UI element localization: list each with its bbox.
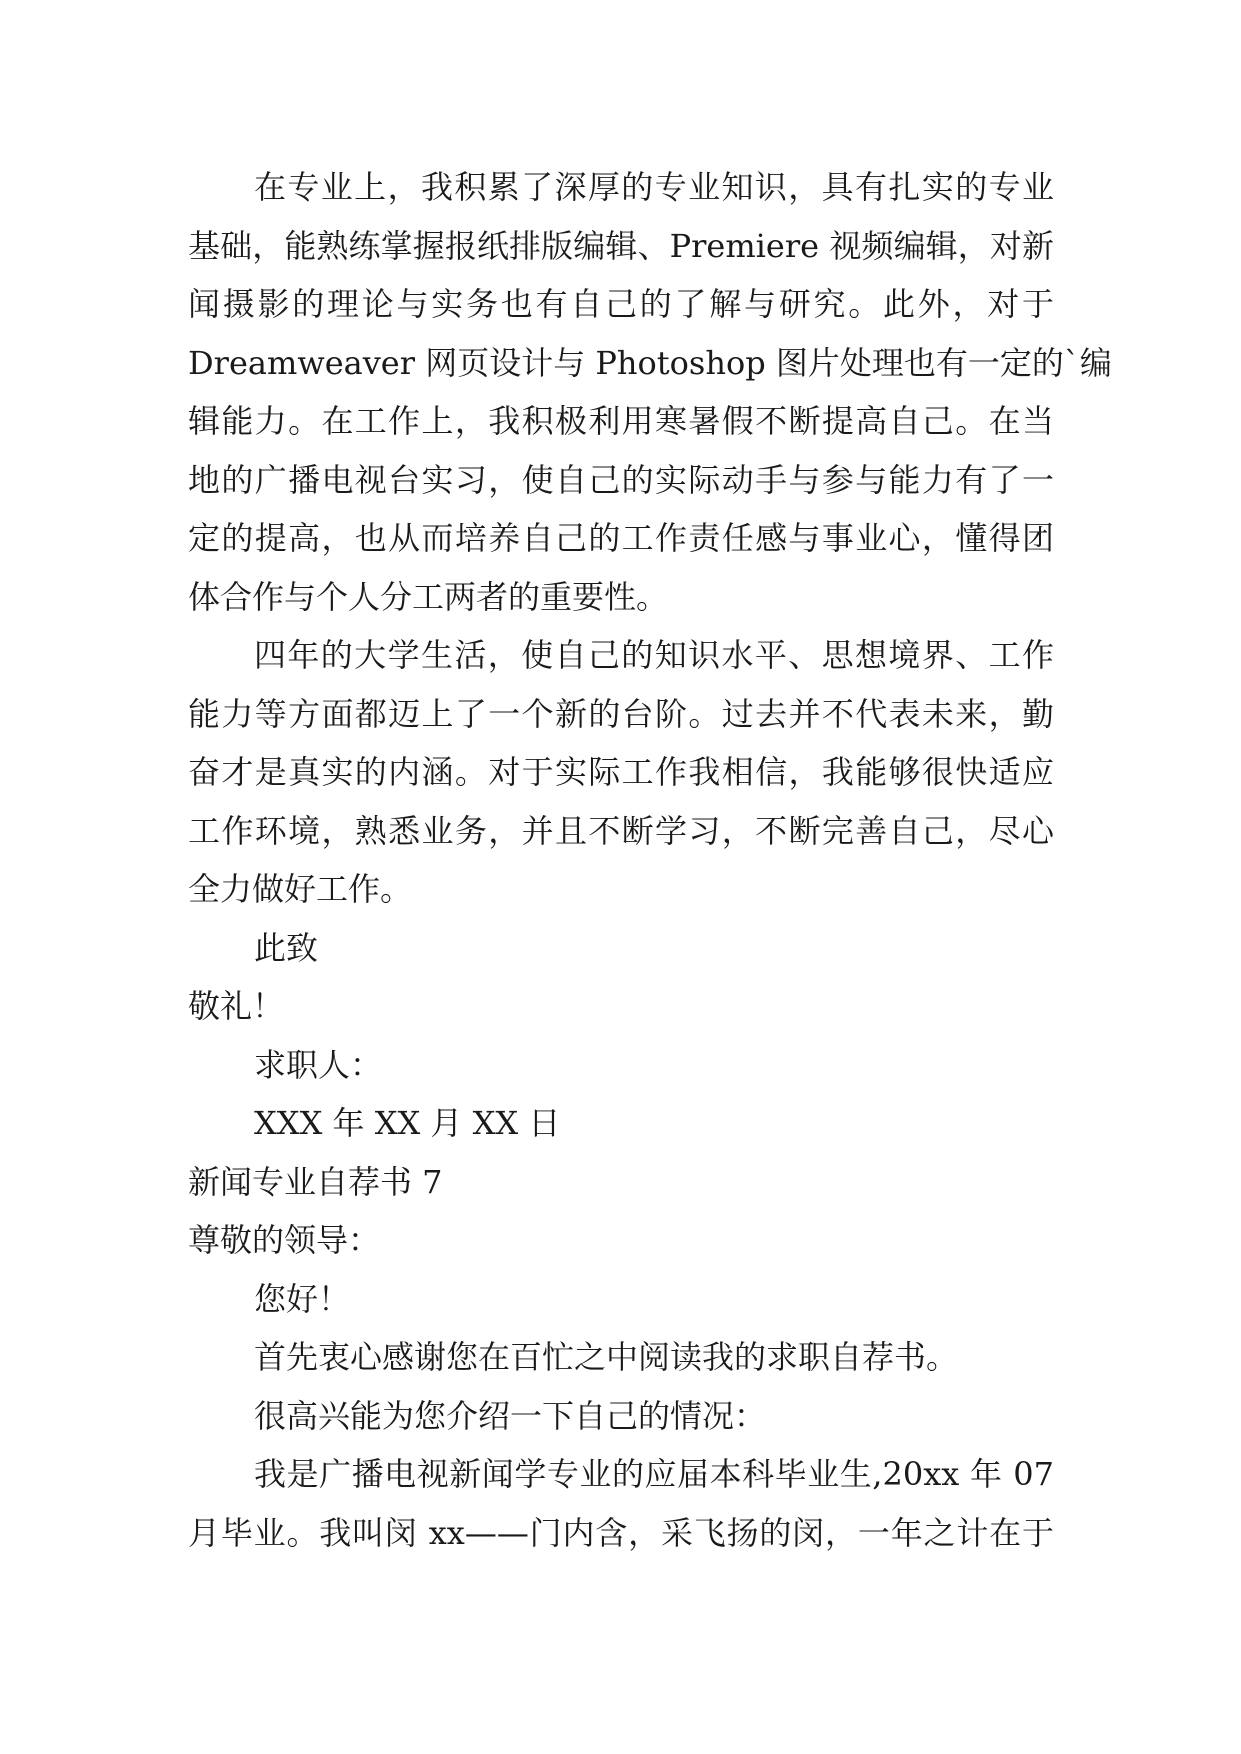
letter-body <box>188 158 1112 1562</box>
paragraph-line: 全力做好工作。 <box>188 870 413 908</box>
paragraph-line: 闻摄影的理论与实务也有自己的了解与研究。此外，对于 <box>188 285 1054 323</box>
signature-label: 求职人： <box>254 1045 383 1084</box>
greeting: 您好！ <box>254 1279 351 1318</box>
paragraph-line: 体合作与个人分工两者的重要性。 <box>188 577 669 616</box>
greeting-recipient: 尊敬的领导： <box>188 1221 381 1259</box>
paragraph-line: 四年的大学生活，使自己的知识水平、思想境界、工作 <box>254 636 1054 674</box>
paragraph-line: 能力等方面都迈上了一个新的台阶。过去并不代表未来，勤 <box>188 694 1054 733</box>
paragraph-line: 基础，能熟练掌握报纸排版编辑、Premiere 视频编辑，对新 <box>188 226 1054 265</box>
salutation-closing: 敬礼！ <box>188 987 285 1025</box>
signature-date: XXX 年 XX 月 XX 日 <box>254 1104 561 1142</box>
paragraph-line: 奋才是真实的内涵。对于实际工作我相信，我能够很快适应 <box>188 753 1054 791</box>
section-title: 新闻专业自荐书 7 <box>188 1162 443 1201</box>
paragraph-line: 定的提高，也从而培养自己的工作责任感与事业心，懂得团 <box>188 519 1054 557</box>
paragraph-line: 我是广播电视新闻学专业的应届本科毕业生,20xx 年 07 <box>254 1455 1054 1493</box>
paragraph-line: 月毕业。我叫闵 xx——门内含，采飞扬的闵，一年之计在于 <box>188 1513 1054 1552</box>
paragraph-line: 很高兴能为您介绍一下自己的情况： <box>254 1396 767 1435</box>
paragraph-line: 首先衷心感谢您在百忙之中阅读我的求职自荐书。 <box>254 1338 959 1376</box>
paragraph-line: 在专业上，我积累了深厚的专业知识，具有扎实的专业 <box>254 168 1054 206</box>
paragraph-line: 辑能力。在工作上，我积极利用寒暑假不断提高自己。在当 <box>188 402 1054 440</box>
paragraph-line: Dreamweaver 网页设计与 Photoshop 图片处理也有一定的`编 <box>188 343 1112 382</box>
paragraph-line: 地的广播电视台实习，使自己的实际动手与参与能力有了一 <box>188 460 1054 499</box>
closing-phrase: 此致 <box>254 928 319 967</box>
paragraph-line: 工作环境，熟悉业务，并且不断学习，不断完善自己，尽心 <box>188 811 1054 850</box>
